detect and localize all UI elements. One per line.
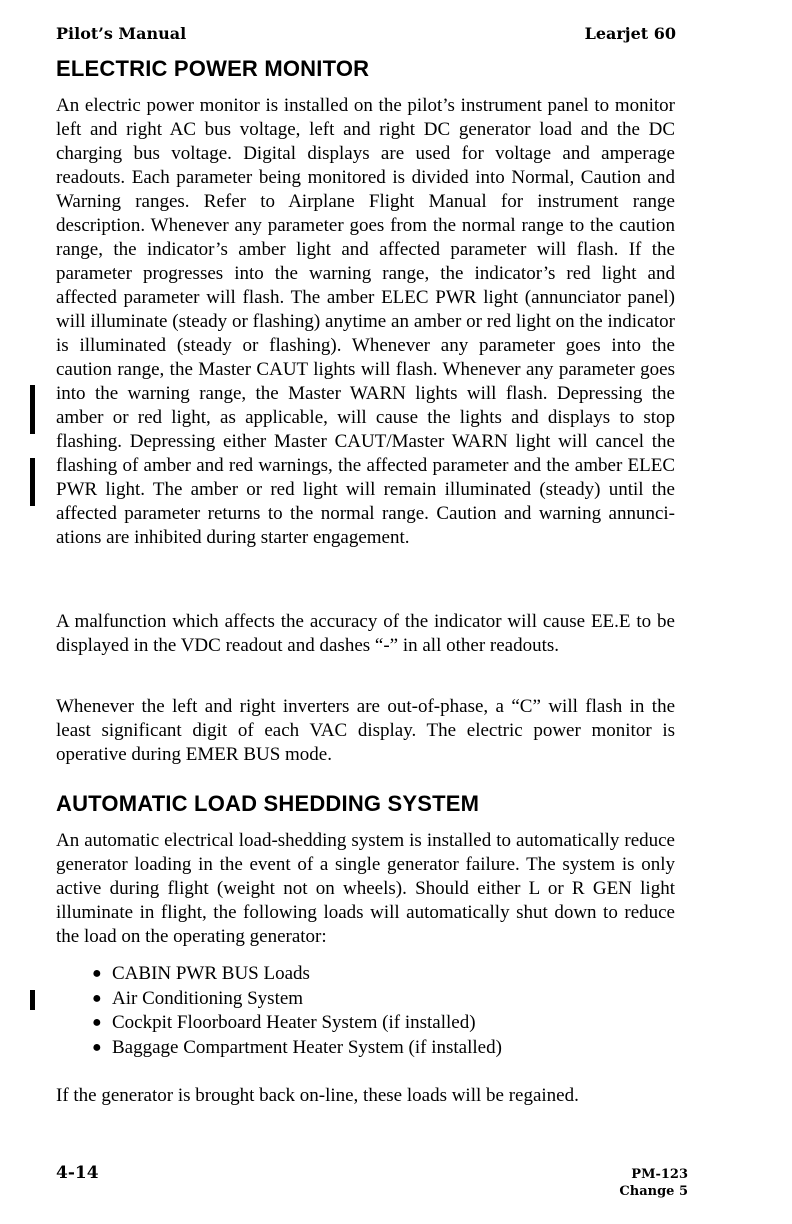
paragraph-malfunction: A malfunction which affects the accuracy of the indicator will cause EE.E to be displayed in the VDC readout and dashes “-” in all other readouts. — [56, 611, 675, 656]
footer-revision-block — [619, 1166, 688, 1200]
section-title-load-shedding: AUTOMATIC LOAD SHEDDING SYSTEM — [56, 791, 480, 816]
list-item-label: Cockpit Floorboard Heater System (if installed) — [112, 1012, 476, 1033]
revision-change-bar — [30, 458, 35, 506]
paragraph-monitor-description: An electric power monitor is installed on the pilot’s instrument panel to monitor left and right AC bus voltage, left and right DC generator load and the DC charging bus voltage. Digital displays are used for voltage and amperage readouts. Each parameter being monitored is divided into Normal, Caution and Warning ranges. Refer to Airplane Flight Manual for instrument range description. Whenever any parameter goes from the normal range to the caution range, the indicator’s amber light and affected parameter will flash. If the parameter progresses into the warning range, the indicator’s red light and affected parameter will flash. The amber ELEC PWR light (annunciator panel) will illuminate (steady or flashing) anytime an amber or red light on the indicator is illuminated (steady or flashing). Whenever any parameter goes into the caution range, the Master CAUT lights will flash. Whenever any parameter goes into the warning range, the Master WARN lights will flash. Depressing the amber or red light, as applicable, will cause the lights and displays to stop flashing. Depressing either Master CAUT/Master WARN light will cancel the flashing of amber and red warnings, the affected parameter and the amber ELEC PWR light. The amber or red light will remain illuminated (steady) until the affected parameter returns to the normal range. Caution and warning annunciations are inhibited during starter engagement. — [56, 95, 675, 548]
bullet-icon: ● — [92, 1038, 102, 1056]
list-item — [92, 987, 502, 1012]
paragraph-load-shedding-intro: An automatic electrical load-shedding system is installed to automatically reduce generator loading in the event of a single generator failure. The system is only active during flight (weight not on wheels). Should either L or R GEN light illuminate in flight, the following loads will automatically shut down to reduce the load on the operating generator: — [56, 830, 675, 947]
bullet-icon: ● — [92, 1014, 102, 1031]
list-item-label: Air Conditioning System — [112, 987, 304, 1009]
bullet-icon: ● — [92, 989, 102, 1007]
bullet-icon: ● — [92, 965, 102, 982]
list-item-label: Baggage Compartment Heater System (if installed) — [112, 1036, 502, 1058]
revision-change-bar — [30, 990, 35, 1010]
page-number: 4-14 — [56, 1163, 99, 1183]
section-title-electric-power-monitor: ELECTRIC POWER MONITOR — [56, 56, 370, 81]
document-id: PM-123 — [631, 1167, 688, 1182]
paragraph-inverters-phase: Whenever the left and right inverters are out-of-phase, a “C” will flash in the least significant digit of each VAC display. The electric power monitor is operative during EMER BUS mode. — [56, 696, 675, 765]
header-manual-title: Pilot’s Manual — [56, 24, 187, 43]
list-item — [92, 1011, 502, 1036]
shed-loads-list — [92, 962, 502, 1060]
revision-change-bar — [30, 385, 35, 434]
header-aircraft-model: Learjet 60 — [584, 24, 676, 43]
change-number: Change 5 — [619, 1184, 688, 1199]
list-item — [92, 962, 502, 987]
paragraph-loads-regained: If the generator is brought back on-line, these loads will be regained. — [56, 1085, 579, 1106]
list-item — [92, 1036, 502, 1061]
list-item-label: CABIN PWR BUS Loads — [112, 963, 310, 984]
